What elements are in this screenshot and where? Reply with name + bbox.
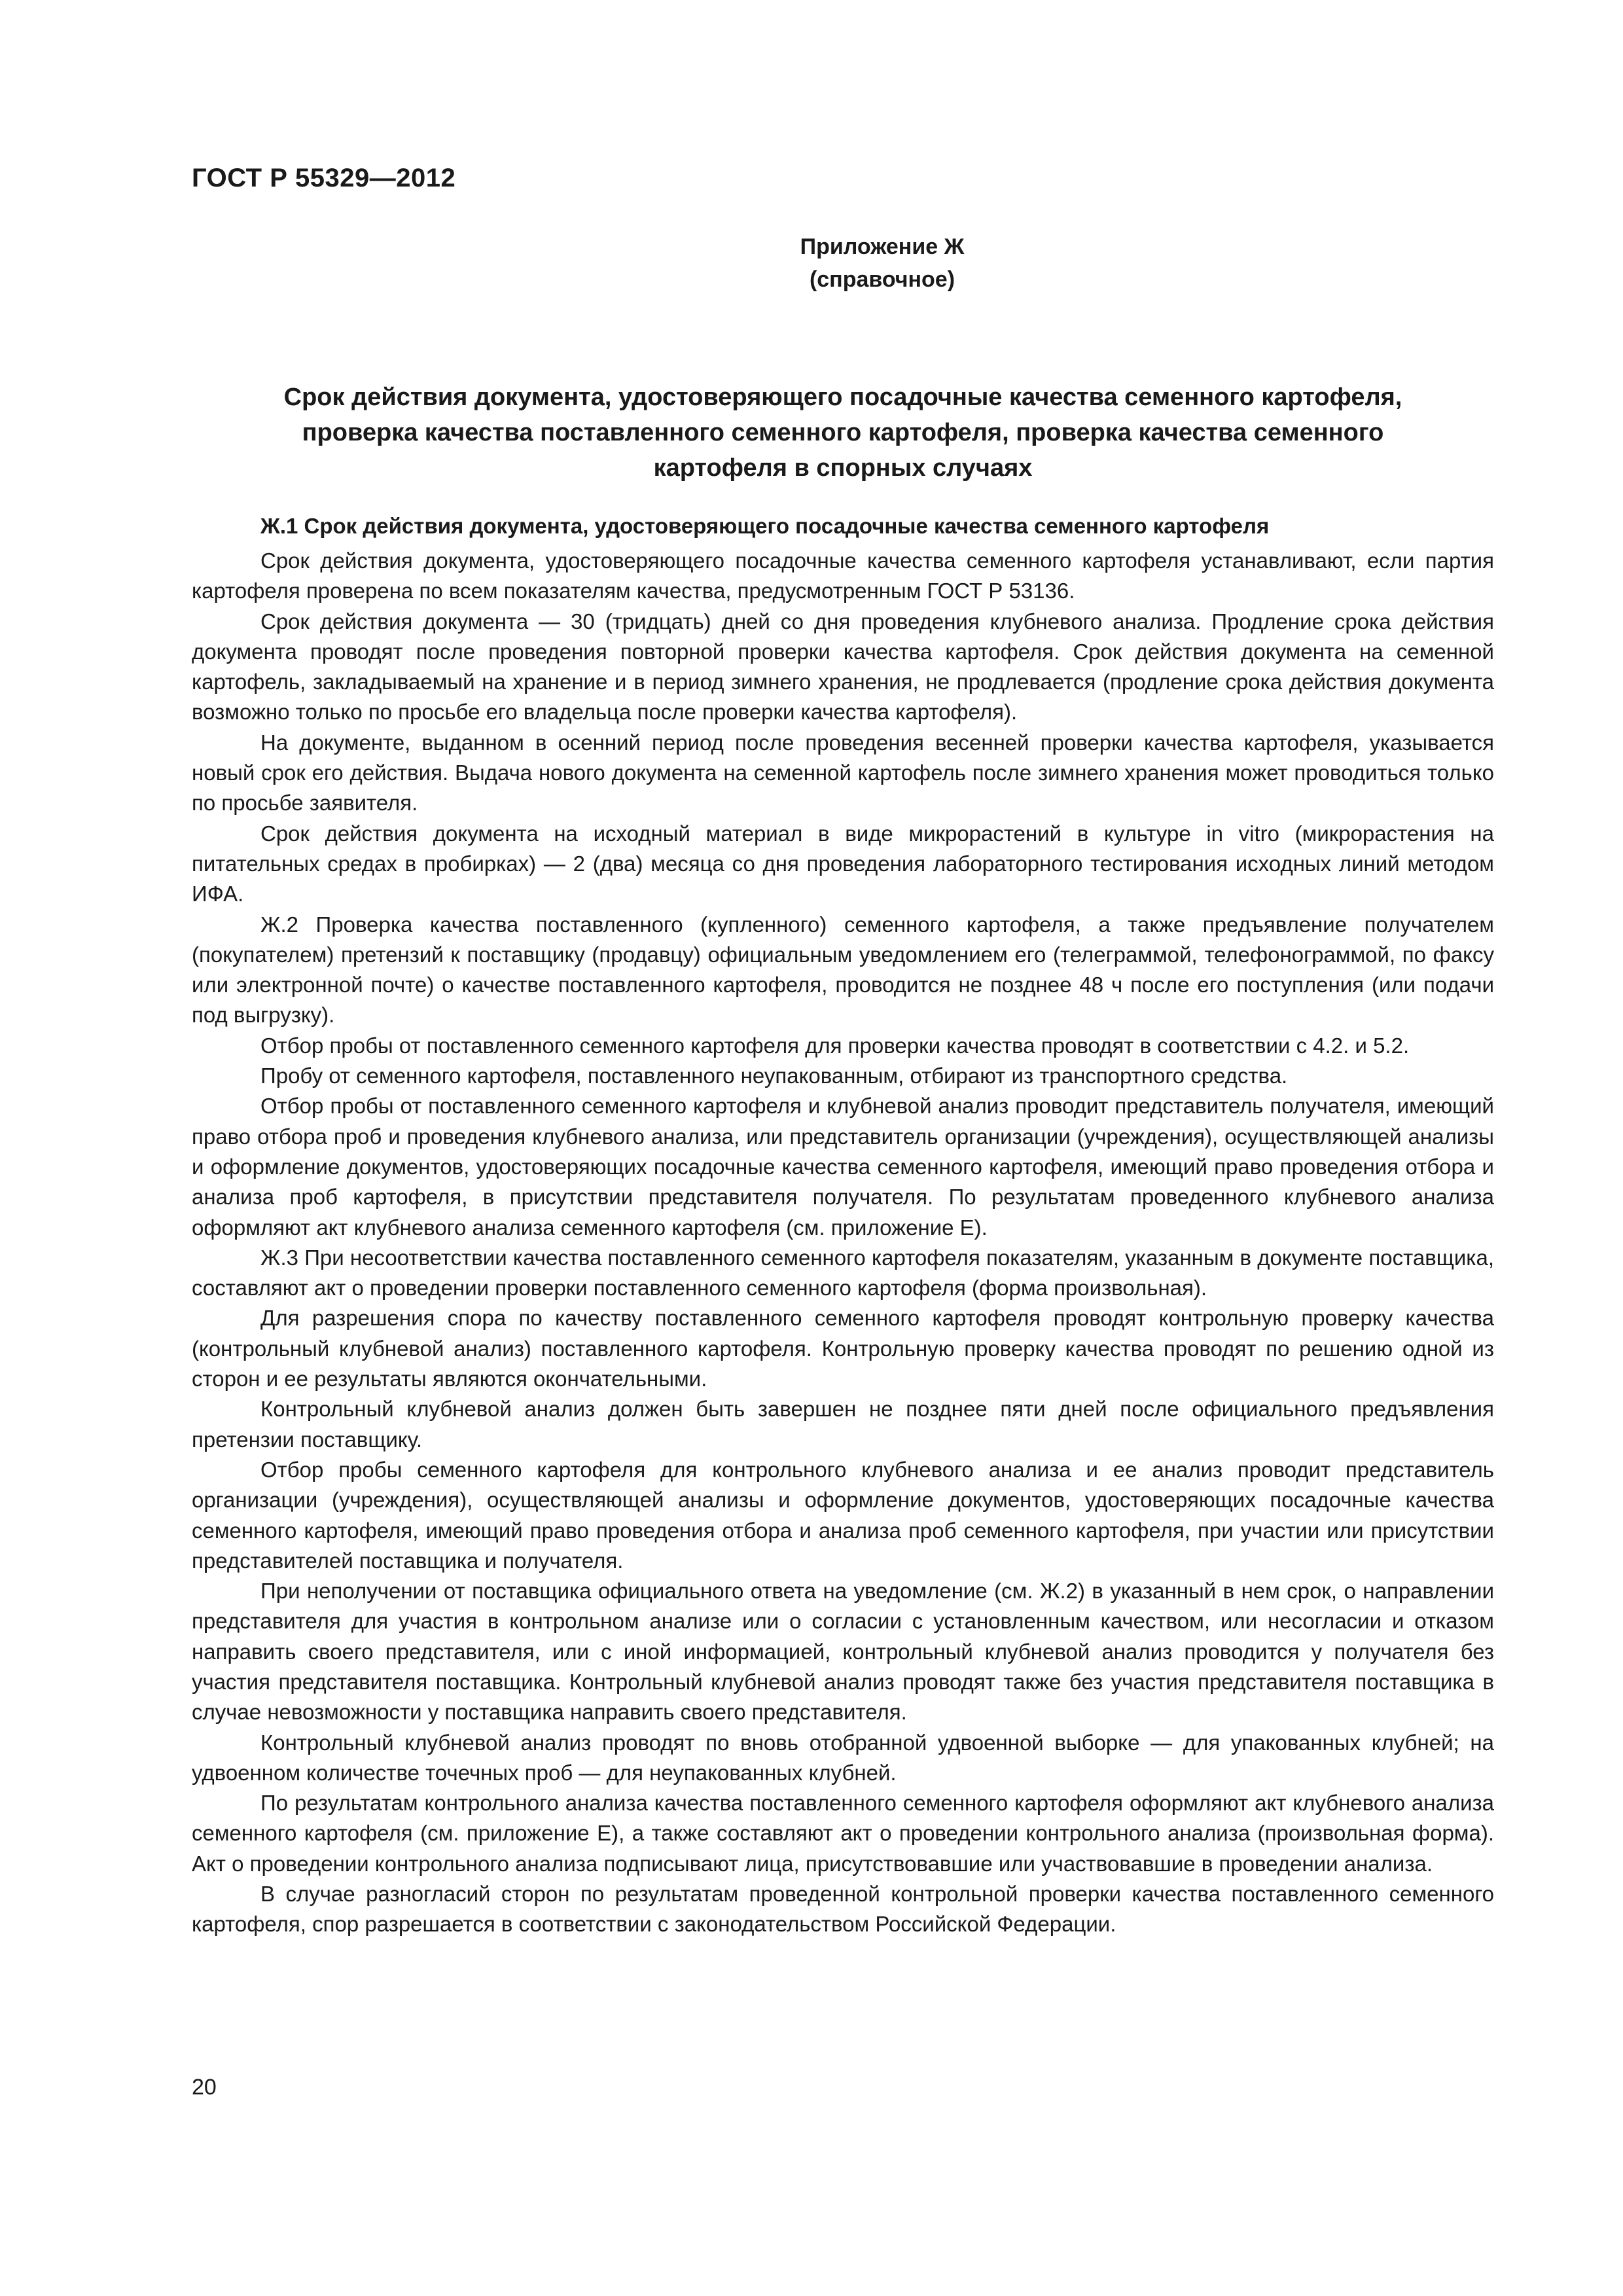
paragraph: Контрольный клубневой анализ должен быть завершен не позднее пяти дней после официального предъявления претензии поставщику.	[192, 1397, 1494, 1452]
appendix-heading	[192, 230, 1494, 296]
paragraph: При неполучении от поставщика официального ответа на уведомление (см. Ж.2) в указанный в нем срок, о направлении представителя для участия в контрольном анализе или о согласии с установленным качеством, или несогласии и отказом направить своего представителя, или с иной информацией, контрольный клубневой анализ проводится у получателя без участия представителя поставщика. Контрольный клубневой анализ проводят также без участия представителя поставщика в случае невозможности у поставщика направить своего представителя.	[192, 1579, 1494, 1725]
paragraph: Отбор пробы от поставленного семенного картофеля и клубневой анализ проводит представитель получателя, имеющий право отбора проб и проведения клубневого анализа, или представитель организации (учреждения), осуществляющей анализы и оформление документов, удостоверяющих посадочные качества семенного картофеля, имеющий право проведения отбора и анализа проб картофеля, в присутствии представителя получателя. По результатам проведенного клубневого анализа оформляют акт клубневого анализа семенного картофеля (см. приложение Е).	[192, 1094, 1494, 1240]
paragraph: Отбор пробы семенного картофеля для контрольного клубневого анализа и ее анализ проводит представитель организации (учреждения), осуществляющей анализы и оформление документов, удостоверяющих посадочные качества семенного картофеля, имеющий право проведения отбора и анализа проб семенного картофеля, при участии или присутствии представителей поставщика и получателя.	[192, 1457, 1494, 1573]
section-heading: Ж.1 Срок действия документа, удостоверяющего посадочные качества семенного картофеля	[260, 514, 1270, 538]
paragraph: На документе, выданном в осенний период после проведения весенней проверки качества картофеля, указывается новый срок его действия. Выдача нового документа на семенной картофель после зимнего хранения может проводиться только по просьбе заявителя.	[192, 730, 1494, 816]
appendix-label: Приложение Ж	[800, 234, 965, 259]
paragraph: Пробу от семенного картофеля, поставленного неупакованным, отбирают из транспортного средства.	[260, 1064, 1288, 1088]
page-number: 20	[192, 2075, 217, 2100]
title-line-3: картофеля в спорных случаях	[653, 454, 1033, 482]
appendix-kind: (справочное)	[809, 267, 955, 292]
paragraph: Отбор пробы от поставленного семенного картофеля для проверки качества проводят в соответствии с 4.2. и 5.2.	[260, 1033, 1410, 1058]
title-line-2: проверка качества поставленного семенного картофеля, проверка качества семенного	[302, 419, 1384, 446]
document-code: ГОСТ Р 55329—2012	[192, 164, 456, 192]
paragraph: Контрольный клубневой анализ проводят по вновь отобранной удвоенной выборке — для упакованных клубней; на удвоенном количестве точечных проб — для неупакованных клубней.	[192, 1730, 1494, 1785]
paragraph: Срок действия документа — 30 (тридцать) дней со дня проведения клубневого анализа. Продление срока действия документа проводят после проведения повторной проверки качества картофеля. Срок действия документа на семенной картофель, закладываемый на хранение и в период зимнего хранения, не продлевается (продление срока действия документа возможно только по просьбе его владельца после проверки качества картофеля).	[192, 609, 1494, 725]
paragraph: По результатам контрольного анализа качества поставленного семенного картофеля оформляют акт клубневого анализа семенного картофеля (см. приложение Е), а также составляют акт о проведении контрольного анализа (произвольная форма). Акт о проведении контрольного анализа подписывают лица, присутствовавшие или участвовавшие в проведении анализа.	[192, 1791, 1494, 1876]
paragraph: В случае разногласий сторон по результатам проведенной контрольной проверки качества поставленного семенного картофеля, спор разрешается в соответствии с законодательством Российской Федерации.	[192, 1882, 1494, 1937]
paragraph: Срок действия документа, удостоверяющего посадочные качества семенного картофеля устанавливают, если партия картофеля проверена по всем показателям качества, предусмотренным ГОСТ Р 53136.	[192, 548, 1494, 603]
appendix-title	[192, 380, 1494, 486]
document-body	[192, 511, 1494, 1940]
paragraph: Для разрешения спора по качеству поставленного семенного картофеля проводят контрольную проверку качества (контрольный клубневой анализ) поставленного картофеля. Контрольную проверку качества проводят по решению одной из сторон и ее результаты являются окончательными.	[192, 1306, 1494, 1391]
paragraph: Ж.2 Проверка качества поставленного (купленного) семенного картофеля, а также предъявление получателем (покупателем) претензий к поставщику (продавцу) официальным уведомлением его (телеграммой, телефонограммой, по факсу или электронной почте) о качестве поставленного картофеля, проводится не позднее 48 ч после его поступления (или подачи под выгрузку).	[192, 912, 1494, 1028]
title-line-1: Срок действия документа, удостоверяющего посадочные качества семенного картофеля,	[283, 384, 1402, 411]
paragraph: Срок действия документа на исходный материал в виде микрорастений в культуре in vitro (микрорастения на питательных средах в пробирках) — 2 (два) месяца со дня проведения лабораторного тестирования исходных линий методом ИФА.	[192, 821, 1494, 906]
paragraph: Ж.3 При несоответствии качества поставленного семенного картофеля показателям, указанным в документе поставщика, составляют акт о проведении проверки поставленного семенного картофеля (форма произвольная).	[192, 1245, 1494, 1300]
